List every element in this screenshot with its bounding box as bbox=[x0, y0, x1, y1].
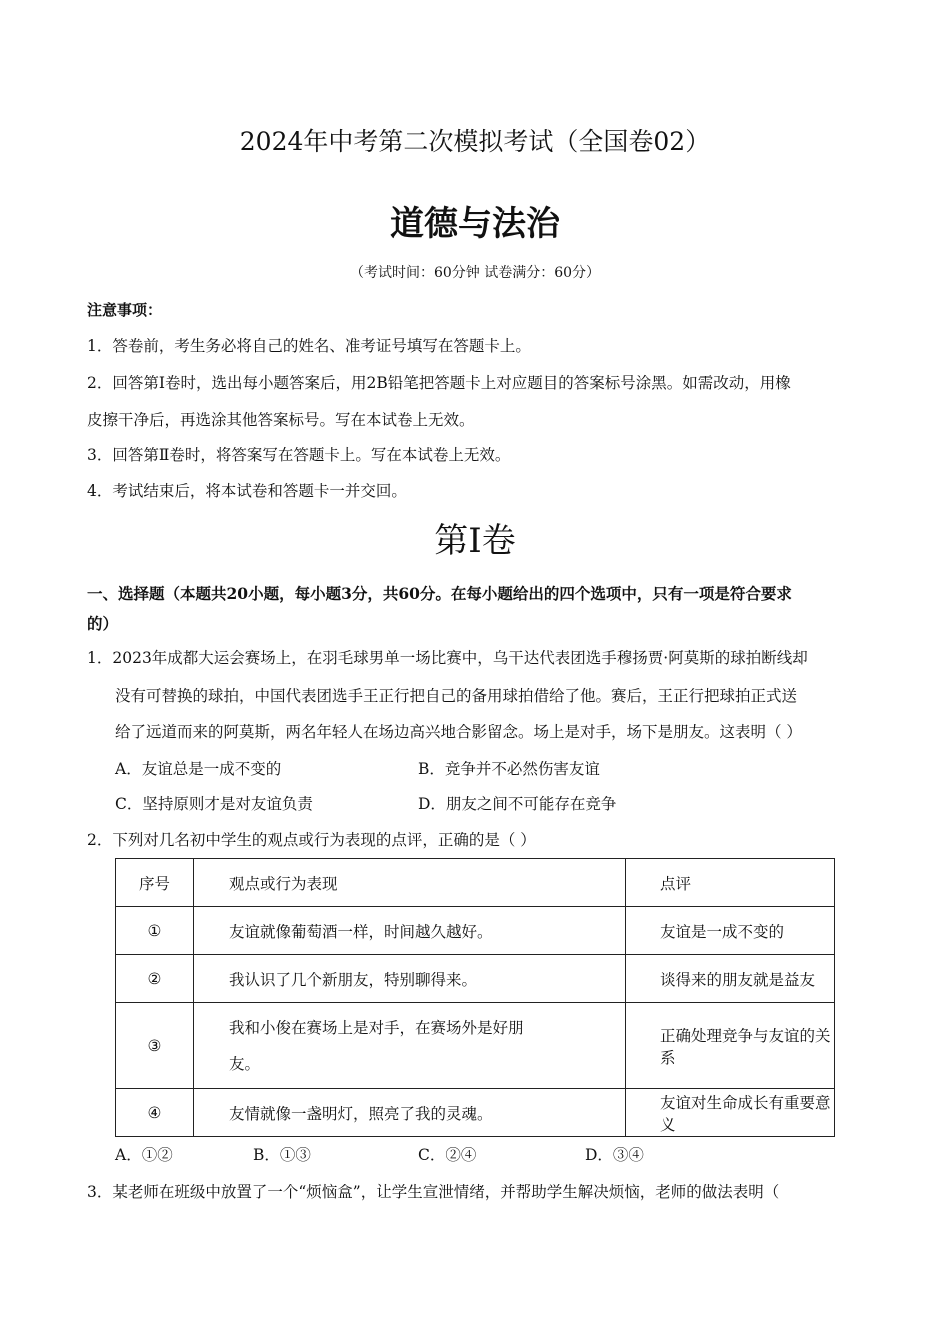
notice-item: 2．回答第Ⅰ卷时，选出每小题答案后，用2B铅笔把答题卡上对应题目的答案标号涂黑。如需改动，用橡 bbox=[87, 374, 791, 392]
section-instruction: 的） bbox=[87, 614, 119, 633]
table-cell: 友谊对生命成长有重要意义 bbox=[626, 1089, 835, 1137]
section-title: 第Ⅰ卷 bbox=[434, 521, 516, 561]
table-header-row bbox=[116, 859, 835, 907]
table-cell-line: 友。 bbox=[229, 1054, 261, 1073]
section-instruction: 一、选择题（本题共20小题，每小题3分，共60分。在每小题给出的四个选项中，只有一项是符合要求 bbox=[87, 584, 792, 603]
table-cell: 我认识了几个新朋友，特别聊得来。 bbox=[194, 955, 626, 1003]
table-cell: 友谊是一成不变的 bbox=[626, 907, 835, 955]
q2-table bbox=[115, 858, 835, 1137]
notice-item: 1．答卷前，考生务必将自己的姓名、准考证号填写在答题卡上。 bbox=[87, 337, 531, 355]
table-row bbox=[116, 955, 835, 1003]
subject-title: 道德与法治 bbox=[390, 204, 560, 244]
q2-stem: 2．下列对几名初中学生的观点或行为表现的点评，正确的是（ ） bbox=[87, 831, 536, 849]
table-cell-text bbox=[229, 1006, 625, 1086]
table-cell: 谈得来的朋友就是益友 bbox=[626, 955, 835, 1003]
table-cell: ① bbox=[116, 907, 194, 955]
q2-option-a: A．①② bbox=[115, 1146, 173, 1164]
notice-item: 3．回答第Ⅱ卷时，将答案写在答题卡上。写在本试卷上无效。 bbox=[87, 446, 511, 464]
q1-option-b: B．竞争并不必然伤害友谊 bbox=[418, 760, 600, 778]
q2-option-c: C．②④ bbox=[418, 1146, 477, 1164]
q1-stem: 没有可替换的球拍，中国代表团选手王正行把自己的备用球拍借给了他。赛后，王正行把球拍正式送 bbox=[115, 687, 798, 705]
table-cell: ③ bbox=[116, 1003, 194, 1089]
q1-option-c: C．坚持原则才是对友谊负责 bbox=[115, 795, 313, 813]
q1-stem: 给了远道而来的阿莫斯，两名年轻人在场边高兴地合影留念。场上是对手，场下是朋友。这表明（ ） bbox=[115, 723, 802, 741]
table-cell-line: 我和小俊在赛场上是对手，在赛场外是好朋 bbox=[229, 1018, 524, 1037]
table-cell: 正确处理竞争与友谊的关系 bbox=[626, 1003, 835, 1089]
notice-heading: 注意事项： bbox=[87, 301, 163, 319]
table-header: 点评 bbox=[626, 859, 835, 907]
q1-option-d: D．朋友之间不可能存在竞争 bbox=[418, 795, 617, 813]
table-row bbox=[116, 1089, 835, 1137]
table-cell: ④ bbox=[116, 1089, 194, 1137]
notice-item: 皮擦干净后，再选涂其他答案标号。写在本试卷上无效。 bbox=[87, 411, 475, 429]
table-row bbox=[116, 1003, 835, 1089]
q1-option-a: A．友谊总是一成不变的 bbox=[115, 760, 282, 778]
exam-info: （考试时间：60分钟 试卷满分：60分） bbox=[349, 265, 601, 281]
table-cell: ② bbox=[116, 955, 194, 1003]
table-header: 序号 bbox=[116, 859, 194, 907]
table-header: 观点或行为表现 bbox=[194, 859, 626, 907]
q2-option-d: D．③④ bbox=[585, 1146, 644, 1164]
exam-title: 2024年中考第二次模拟考试（全国卷02） bbox=[239, 127, 711, 156]
q1-stem: 1．2023年成都大运会赛场上，在羽毛球男单一场比赛中，乌干达代表团选手穆扬贾·阿莫斯的球拍断线却 bbox=[87, 649, 808, 667]
table-cell bbox=[194, 1003, 626, 1089]
table-row bbox=[116, 907, 835, 955]
q3-stem: 3．某老师在班级中放置了一个“烦恼盒”，让学生宣泄情绪，并帮助学生解决烦恼，老师的做法表明（ bbox=[87, 1183, 780, 1201]
table-cell: 友情就像一盏明灯，照亮了我的灵魂。 bbox=[194, 1089, 626, 1137]
table-cell: 友谊就像葡萄酒一样，时间越久越好。 bbox=[194, 907, 626, 955]
q2-option-b: B．①③ bbox=[253, 1146, 311, 1164]
notice-item: 4．考试结束后，将本试卷和答题卡一并交回。 bbox=[87, 482, 407, 500]
